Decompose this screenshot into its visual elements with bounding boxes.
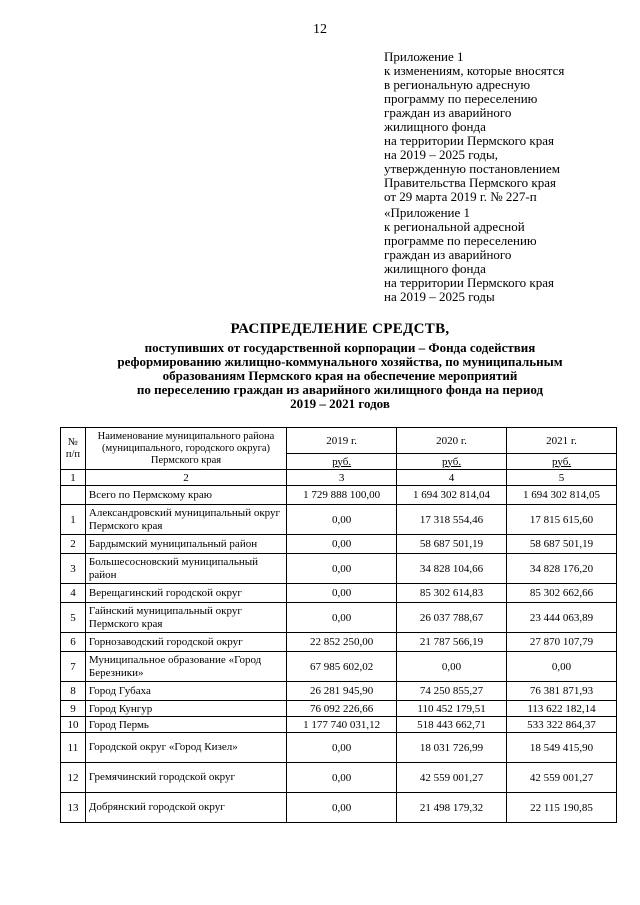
total-2019: 1 729 888 100,00	[287, 486, 397, 505]
row-name: Муниципальное образование «Город Березники»	[85, 652, 286, 682]
column-number: 2	[85, 470, 286, 486]
row-2021: 34 828 176,20	[507, 554, 617, 584]
table-row	[61, 793, 617, 823]
appendix-line: к региональной адресной	[384, 219, 525, 234]
row-2019: 67 985 602,02	[287, 652, 397, 682]
row-name: Александровский муниципальный округ Пермского края	[85, 505, 286, 535]
row-number: 3	[61, 554, 86, 584]
row-2020: 21 787 566,19	[397, 633, 507, 652]
table-row	[61, 717, 617, 733]
table-row	[61, 652, 617, 682]
row-number: 9	[61, 701, 86, 717]
appendix-line: в региональную адресную	[384, 77, 531, 92]
total-row	[61, 486, 617, 505]
page-number: 12	[313, 22, 327, 37]
appendix-line: жилищного фонда	[384, 261, 486, 276]
subtitle-line: по переселению граждан из аварийного жилищного фонда на период	[136, 382, 544, 397]
appendix-line: на 2019 – 2025 годы,	[384, 147, 498, 162]
subtitle-line: 2019 – 2021 годов	[290, 396, 390, 411]
row-number: 5	[61, 603, 86, 633]
row-2021: 76 381 871,93	[507, 682, 617, 701]
total-name: Всего по Пермскому краю	[85, 486, 286, 505]
appendix-quote-note	[384, 206, 624, 304]
subtitle-line: реформированию жилищно-коммунального хозяйства, по муниципальным	[117, 354, 563, 369]
appendix-line: жилищного фонда	[384, 119, 486, 134]
document-subtitle	[40, 341, 640, 411]
row-number: 2	[61, 535, 86, 554]
row-2020: 42 559 001,27	[397, 763, 507, 793]
row-number: 13	[61, 793, 86, 823]
header-unit: руб.	[287, 454, 397, 470]
row-number: 4	[61, 584, 86, 603]
row-2019: 0,00	[287, 535, 397, 554]
table-row	[61, 535, 617, 554]
row-name: Гайнский муниципальный округ Пермского края	[85, 603, 286, 633]
row-name: Горнозаводский городской округ	[85, 633, 286, 652]
total-2020: 1 694 302 814,04	[397, 486, 507, 505]
row-number: 6	[61, 633, 86, 652]
column-number: 5	[507, 470, 617, 486]
header-num: № п/п	[61, 428, 86, 470]
row-name: Верещагинский городской округ	[85, 584, 286, 603]
appendix-line: на 2019 – 2025 годы	[384, 289, 495, 304]
row-2019: 1 177 740 031,12	[287, 717, 397, 733]
row-name: Город Губаха	[85, 682, 286, 701]
row-number: 10	[61, 717, 86, 733]
row-2019: 0,00	[287, 505, 397, 535]
row-2019: 0,00	[287, 763, 397, 793]
appendix-line: программу по переселению	[384, 91, 538, 106]
row-number: 7	[61, 652, 86, 682]
table-row	[61, 554, 617, 584]
row-2020: 34 828 104,66	[397, 554, 507, 584]
row-number: 12	[61, 763, 86, 793]
row-2021: 113 622 182,14	[507, 701, 617, 717]
row-name: Город Кунгур	[85, 701, 286, 717]
header-unit: руб.	[507, 454, 617, 470]
row-2020: 21 498 179,32	[397, 793, 507, 823]
column-number: 1	[61, 470, 86, 486]
table-row	[61, 633, 617, 652]
appendix-line: Приложение 1	[384, 49, 464, 64]
appendix-line: «Приложение 1	[384, 205, 471, 220]
table-row	[61, 584, 617, 603]
appendix-line: на территории Пермского края	[384, 133, 554, 148]
header-2019: 2019 г.	[287, 428, 397, 454]
row-2020: 110 452 179,51	[397, 701, 507, 717]
subtitle-line: поступивших от государственной корпорации – Фонда содействия	[144, 340, 536, 355]
header-2020: 2020 г.	[397, 428, 507, 454]
row-name: Большесосновский муниципальный район	[85, 554, 286, 584]
row-2019: 22 852 250,00	[287, 633, 397, 652]
funds-table	[60, 427, 617, 823]
table-row	[61, 682, 617, 701]
total-num-cell	[61, 486, 86, 505]
row-2019: 0,00	[287, 793, 397, 823]
appendix-line: граждан из аварийного	[384, 105, 512, 120]
row-name: Городской округ «Город Кизел»	[85, 733, 286, 763]
row-number: 8	[61, 682, 86, 701]
row-2021: 22 115 190,85	[507, 793, 617, 823]
row-2021: 533 322 864,37	[507, 717, 617, 733]
row-2020: 58 687 501,19	[397, 535, 507, 554]
row-2019: 0,00	[287, 603, 397, 633]
table-row	[61, 763, 617, 793]
row-2019: 26 281 945,90	[287, 682, 397, 701]
appendix-line: программе по переселению	[384, 233, 537, 248]
row-name: Бардымский муниципальный район	[85, 535, 286, 554]
appendix-line: к изменениям, которые вносятся	[384, 63, 565, 78]
document-title: РАСПРЕДЕЛЕНИЕ СРЕДСТВ,	[230, 321, 450, 337]
row-2020: 74 250 855,27	[397, 682, 507, 701]
table-row	[61, 505, 617, 535]
row-2020: 85 302 614,83	[397, 584, 507, 603]
appendix-line: утвержденную постановлением	[384, 161, 561, 176]
total-2021: 1 694 302 814,05	[507, 486, 617, 505]
row-2021: 85 302 662,66	[507, 584, 617, 603]
row-2021: 23 444 063,89	[507, 603, 617, 633]
row-2019: 0,00	[287, 584, 397, 603]
appendix-line: на территории Пермского края	[384, 275, 554, 290]
row-2021: 58 687 501,19	[507, 535, 617, 554]
row-name: Город Пермь	[85, 717, 286, 733]
row-2021: 17 815 615,60	[507, 505, 617, 535]
appendix-note	[384, 50, 624, 204]
header-unit: руб.	[397, 454, 507, 470]
table-row	[61, 701, 617, 717]
appendix-line: от 29 марта 2019 г. № 227-п	[384, 189, 537, 204]
row-2021: 0,00	[507, 652, 617, 682]
row-2020: 0,00	[397, 652, 507, 682]
row-2020: 26 037 788,67	[397, 603, 507, 633]
row-name: Добрянский городской округ	[85, 793, 286, 823]
row-2019: 76 092 226,66	[287, 701, 397, 717]
row-2021: 27 870 107,79	[507, 633, 617, 652]
row-number: 11	[61, 733, 86, 763]
row-2020: 518 443 662,71	[397, 717, 507, 733]
row-number: 1	[61, 505, 86, 535]
row-2021: 42 559 001,27	[507, 763, 617, 793]
row-name: Гремячинский городской округ	[85, 763, 286, 793]
appendix-line: Правительства Пермского края	[384, 175, 556, 190]
row-2020: 17 318 554,46	[397, 505, 507, 535]
appendix-line: граждан из аварийного	[384, 247, 512, 262]
row-2020: 18 031 726,99	[397, 733, 507, 763]
header-name: Наименование муниципального района (муниципального, городского округа) Пермского края	[85, 428, 286, 470]
subtitle-line: образованиям Пермского края на обеспечение мероприятий	[162, 368, 518, 383]
column-number: 3	[287, 470, 397, 486]
header-2021: 2021 г.	[507, 428, 617, 454]
table-row	[61, 603, 617, 633]
row-2019: 0,00	[287, 554, 397, 584]
row-2021: 18 549 415,90	[507, 733, 617, 763]
table-row	[61, 733, 617, 763]
row-2019: 0,00	[287, 733, 397, 763]
column-number: 4	[397, 470, 507, 486]
